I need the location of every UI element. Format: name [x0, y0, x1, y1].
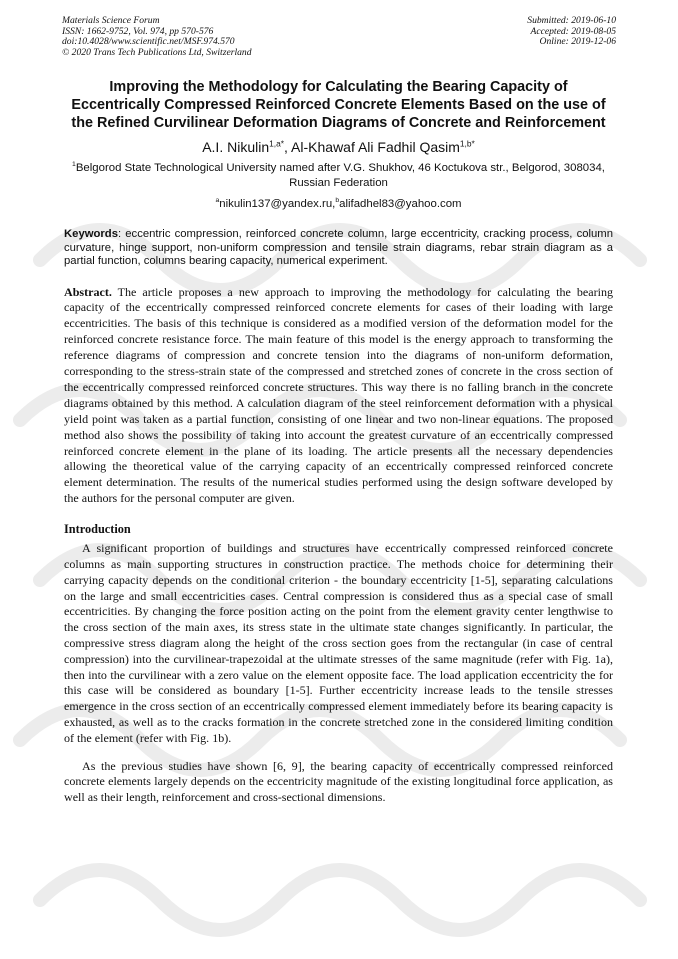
journal-doi: doi:10.4028/www.scientific.net/MSF.974.570	[62, 36, 235, 48]
accepted-date: Accepted: 2019-08-05	[530, 25, 616, 37]
email-b-marker: b	[335, 197, 340, 205]
introduction-paragraph-2: As the previous studies have shown [6, 9], the bearing capacity of eccentrically compressed reinforced concrete elements largely depends on the eccentricity magnitude of the existing longitudinal force application, as well as their length, reinforcement and cross-sectional dimensions.	[64, 758, 613, 805]
keywords-label: Keywords	[64, 228, 118, 240]
affiliation-text: Belgorod State Technological University named after V.G. Shukhov, 46 Koctukova str., Belgorod, 308034, Russian Federation	[75, 162, 605, 189]
author-2-marker: 1,b*	[459, 138, 475, 149]
author-emails	[64, 197, 613, 211]
journal-info	[62, 16, 252, 58]
journal-name: Materials Science Forum	[62, 15, 160, 26]
author-1: A.I. Nikulin	[202, 139, 270, 155]
author-1-marker: 1,a*	[269, 138, 285, 149]
author-2: Al-Khawaf Ali Fadhil Qasim	[291, 139, 460, 155]
keywords-text: : eccentric compression, reinforced concrete column, large eccentricity, cracking process, column curvature, hinge support, non-uniform compression and tensile strain diagrams, rebar strain diagram as a partial function, columns bearing capacity, numerical experiment.	[64, 228, 613, 267]
introduction-paragraph-1: A significant proportion of buildings and structures have eccentrically compressed reinforced concrete columns as main supporting structures in construction practice. The methods choice for determining their carrying capacity depends on the conditional criterion - the boundary eccentricity [1-5], separating calculations on the large and small eccentricities cases. Central compression is considered thus as a special case of small eccentricities. By changing the force position acting on the point from the element gravity center lengthwise to the cross section of the main axes, its stress state in the ultimate state changes significantly. In particular, the compressive stress diagram along the height of the cross section goes from the rectangular (in case of central compression) into the curvilinear-trapezoidal at the ultimate stresses of the same magnitude (refer with Fig. 1a), then into the curvilinear with a zero value on the element opposite face. The load application eccentricity the for this case will be considered as boundary [1-5]. Further eccentricity increase leads to the tensile stresses emergence in the cross section of an eccentrically compressed element immediately before its bearing capacity is exhausted, as well as to the cracks formation in the concrete stretched zone in the considered limiting condition of the element (refer with Fig. 1b).	[64, 541, 613, 745]
email-b: alifadhel83@yahoo.com	[339, 198, 462, 210]
abstract-text: The article proposes a new approach to improving the methodology for calculating the bearing capacity of the eccentrically compressed reinforced concrete elements for cases of their loading with large eccentricities. The basis of this technique is considered as a modified version of the deformation model for the reinforced concrete resistance force. The main feature of this model is the energy approach to transforming the reference diagrams of compression and concrete tension into the diagrams of non-uniform deformation, corresponding to the stress-strain state of the compressed and stretched zones of concrete in the cross section of the eccentrically compressed reinforced concrete structures. This way there is no falling branch in the concrete diagrams obtained by this method. A calculation diagram of the steel reinforcement deformation with a physical yield point was taken as a partial function, consisting of one linear and two non-linear equations. The proposed method also shows the possibility of taking into account the greatest curvature of an eccentrically compressed reinforced concrete element in the plane of its loading. The article presents all the necessary dependencies allowing the theoretical value of the carrying capacity of an eccentrically compressed reinforced concrete element determination. The results of the numerical studies performed using the design software developed by the authors for the personal computer are given.	[64, 284, 613, 506]
email-a-marker: a	[215, 197, 220, 205]
journal-issn: ISSN: 1662-9752, Vol. 974, pp 570-576	[62, 25, 214, 37]
author-separator: ,	[284, 139, 292, 155]
paper-title: Improving the Methodology for Calculating the Bearing Capacity of Eccentrically Compressed Reinforced Concrete Elements Based on the use of the Refined Curvilinear Deformation Diagrams of Concrete and Reinforcement	[71, 79, 606, 131]
affiliation-marker: 1	[72, 161, 76, 169]
publication-dates	[527, 16, 616, 48]
abstract	[64, 285, 613, 508]
article-body	[64, 78, 613, 818]
submitted-date: Submitted: 2019-06-10	[527, 15, 616, 26]
introduction-heading: Introduction	[64, 522, 131, 537]
author-list	[64, 138, 613, 156]
abstract-label: Abstract.	[64, 284, 112, 299]
online-date: Online: 2019-12-06	[539, 36, 616, 48]
keywords	[64, 228, 613, 269]
affiliation	[64, 161, 613, 191]
journal-copyright: © 2020 Trans Tech Publications Ltd, Switzerland	[62, 46, 252, 58]
email-a: nikulin137@yandex.ru,	[219, 198, 336, 210]
